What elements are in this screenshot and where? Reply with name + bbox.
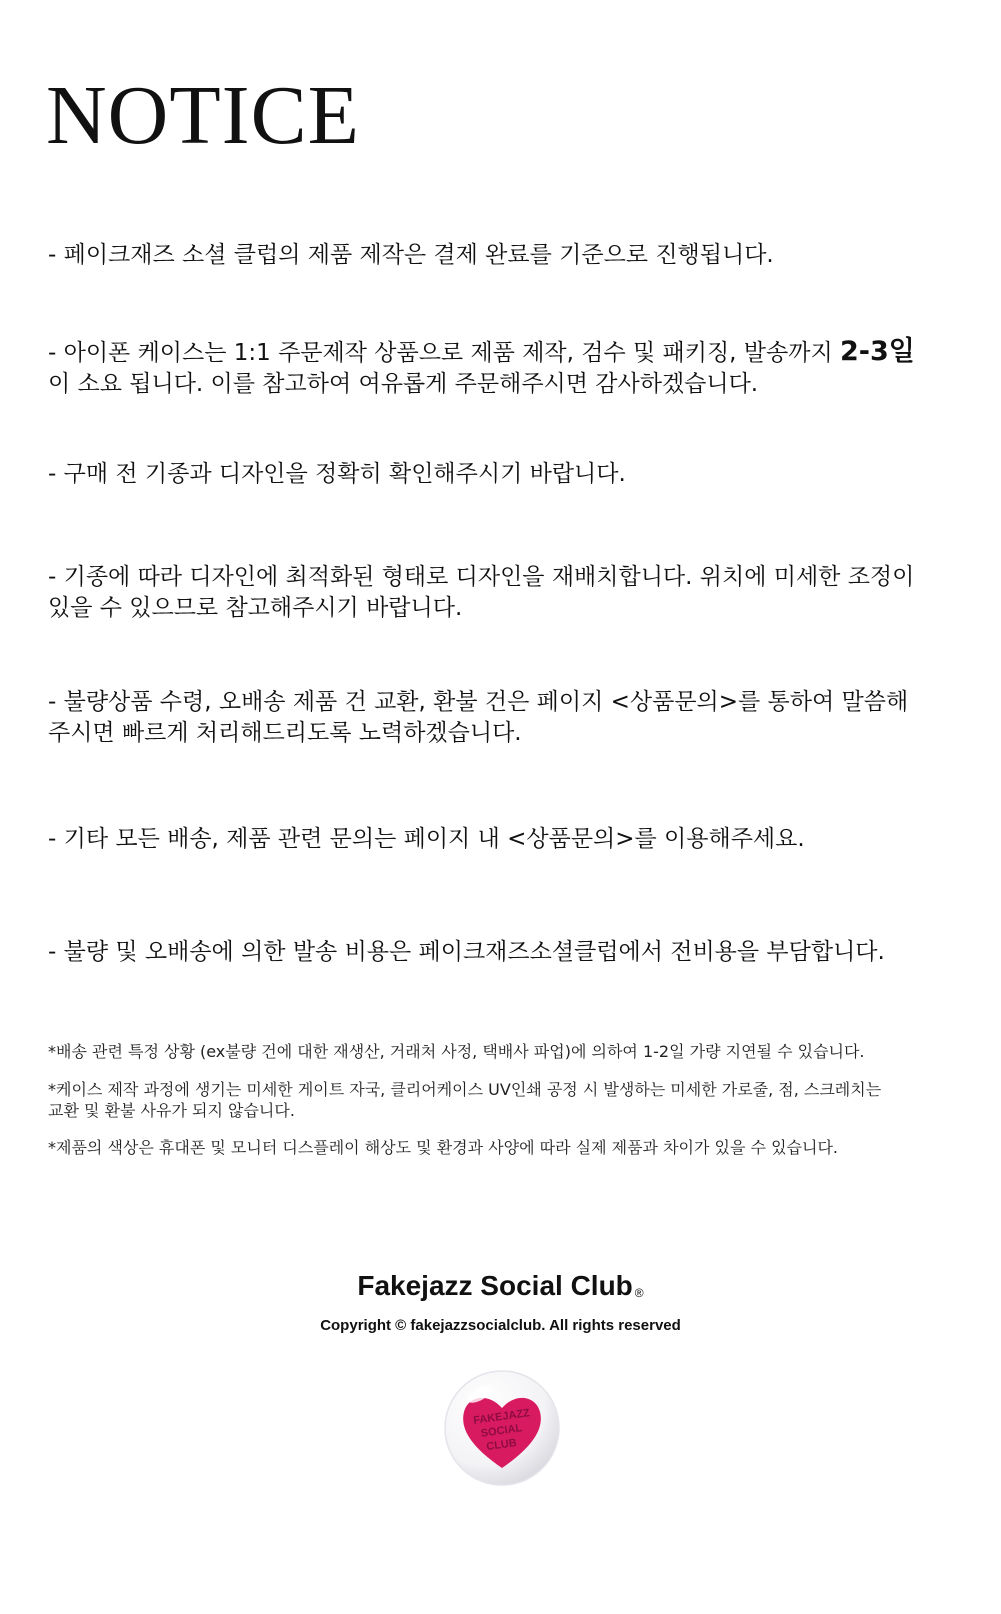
notice-item-exchange-refund: [48, 687, 968, 749]
footnote-line: 교환 및 환불 사유가 되지 않습니다.: [48, 1101, 295, 1120]
notice-item-order-basis: [48, 240, 968, 271]
brand-name-text: Fakejazz Social Club: [357, 1270, 633, 1301]
notice-line: - 페이크재즈 소셜 클럽의 제품 제작은 결제 완료를 기준으로 진행됩니다.: [48, 242, 774, 268]
notice-line: - 구매 전 기종과 디자인을 정확히 확인해주시기 바랍니다.: [48, 461, 626, 487]
copyright-text: Copyright © fakejazzsocialclub. All rights reserved: [320, 1317, 681, 1334]
logo-text-line-2: SOCIAL: [480, 1422, 523, 1440]
footnote-delay: [48, 1041, 968, 1062]
heart-logo-icon: [442, 1368, 562, 1488]
notice-line: [48, 336, 968, 369]
notice-item-inquiry: [48, 824, 968, 855]
footnote-line: *배송 관련 특정 상황 (ex불량 건에 대한 재생산, 거래처 사정, 택배사 파업)에 의하여 1-2일 가량 지연될 수 있습니다.: [48, 1042, 865, 1061]
footnote-color: [48, 1137, 968, 1158]
production-days-highlight: 2-3일: [840, 336, 915, 367]
footnote-line: *케이스 제작 과정에 생기는 미세한 게이트 자국, 클리어케이스 UV인쇄 공정 시 발생하는 미세한 가로줄, 점, 스크레치는: [48, 1080, 882, 1099]
footnote-line: *제품의 색상은 휴대폰 및 모니터 디스플레이 해상도 및 환경과 사양에 따라 실제 제품과 차이가 있을 수 있습니다.: [48, 1138, 838, 1157]
registered-mark: ®: [634, 1286, 644, 1300]
notice-line: - 기타 모든 배송, 제품 관련 문의는 페이지 내 <상품문의>를 이용해주세요.: [48, 826, 805, 852]
page-title: NOTICE: [46, 69, 360, 162]
footnote-defects: [48, 1079, 968, 1121]
notice-line: - 불량상품 수령, 오배송 제품 건 교환, 환불 건은 페이지 <상품문의>를 통하여 말씀해: [48, 689, 909, 715]
notice-item-design-adjust: [48, 562, 968, 624]
notice-text: - 아이폰 케이스는 1:1 주문제작 상품으로 제품 제작, 검수 및 패키징, 발송까지: [48, 340, 840, 366]
notice-item-check-model: [48, 459, 968, 490]
notice-line: - 불량 및 오배송에 의한 발송 비용은 페이크재즈소셜클럽에서 전비용을 부담합니다.: [48, 939, 885, 965]
logo-text-line-1: FAKEJAZZ: [472, 1407, 531, 1427]
notice-line: 있을 수 있으므로 참고해주시기 바랍니다.: [48, 595, 463, 621]
notice-item-shipping-cost: [48, 937, 968, 968]
notice-line: 주시면 빠르게 처리해드리도록 노력하겠습니다.: [48, 720, 522, 746]
notice-line: 이 소요 됩니다. 이를 참고하여 여유롭게 주문해주시면 감사하겠습니다.: [48, 371, 759, 397]
notice-item-production-time: [48, 336, 968, 400]
notice-line: - 기종에 따라 디자인에 최적화된 형태로 디자인을 재배치합니다. 위치에 미세한 조정이: [48, 564, 915, 590]
brand-name: [0, 1270, 1001, 1302]
logo-text-line-3: CLUB: [485, 1436, 518, 1454]
